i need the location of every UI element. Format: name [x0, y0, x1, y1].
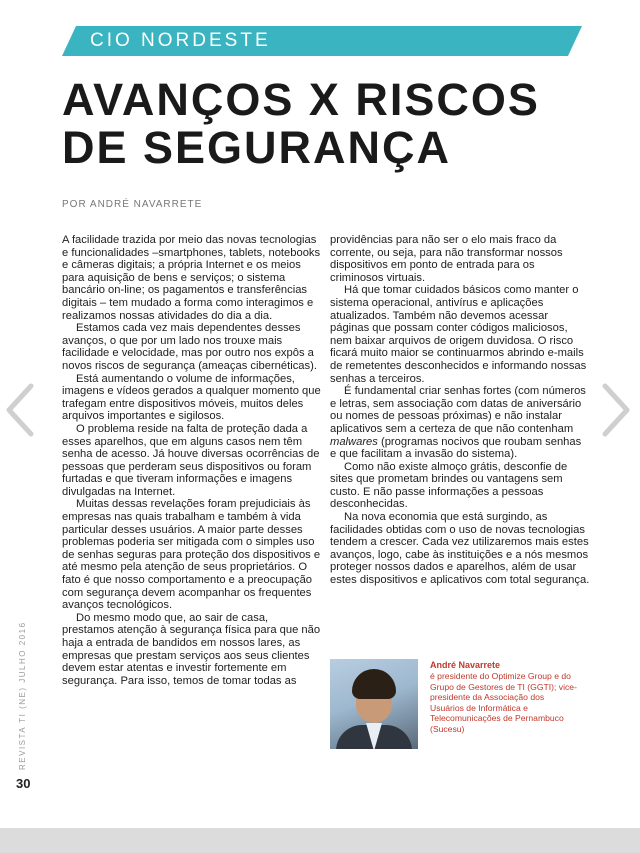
paragraph: Do mesmo modo que, ao sair de casa, prestamos atenção à segurança física para que não haja a entrada de bandidos em nossos lares, as empresas que prestam serviços aos seus clientes devem estar atentas e investir fortemente em segurança. Para isso, temos de tomar todas as	[62, 611, 321, 687]
paragraph-text: (programas nocivos que roubam senhas e que facilitam a invasão do sistema).	[330, 435, 582, 461]
author-bio: é presidente do Optimize Group e do Grupo de Gestores de TI (GGTI); vice-presidente da Associação dos Usuários de Informática e Telecomunicações de Pernambuco (Sucesu)	[430, 671, 577, 734]
section-label: CIO NORDESTE	[90, 30, 271, 51]
paragraph: O problema reside na falta de proteção dada a esses aparelhos, que em alguns casos nem têm senha de acesso. Já houve diversas ocorrências de pessoas que perderam seus dispositivos ou foram furtadas e que tiveram informações e imagens divulgadas na Internet.	[62, 422, 320, 498]
paragraph	[330, 385, 590, 461]
paragraph: A facilidade trazida por meio das novas tecnologias e funcionalidades –smartphones, tablets, notebooks e câmeras digitais; a própria Internet e os meios para aquisição de bens e serviços; o sistema bancário on-line; os pagamentos e transferências digitais – tem mudado a forma como interagimos e realizamos nossas atividades do dia a dia.	[62, 234, 321, 322]
viewer-bottom-bar	[0, 828, 640, 853]
article-column-left	[62, 234, 322, 687]
chevron-left-icon	[5, 382, 35, 438]
paragraph: Há que tomar cuidados básicos como manter o sistema operacional, antivírus e aplicações atualizados. Também não devemos acessar páginas que possam conter códigos maliciosos, nem baixar arquivos de origem duvidosa. O risco ficará muito maior se continuarmos abrindo e-mails de remetentes desconhecidos e informando nossas senhas a terceiros.	[330, 284, 587, 385]
emphasis-malwares: malwares	[330, 435, 378, 448]
paragraph: Na nova economia que está surgindo, as facilidades obtidas com o uso de novas tecnologias tendem a crescer. Cada vez utilizaremos mais estes avanços, logo, cabe às instituições e a nós mesmos proteger nossos dados e aparelhos, além de usar estes dispositivos e aplicativos com total segurança.	[330, 511, 590, 587]
paragraph: Estamos cada vez mais dependentes desses avanços, o que por um lado nos trouxe mais facilidade e velocidade, mas por outro nos expôs a novos riscos de segurança (ameaças cibernéticas).	[62, 322, 317, 372]
paragraph: Muitas dessas revelações foram prejudiciais às empresas nas quais trabalham e também à vida particular desses usuários. A maior parte desses problemas poderia ser mitigada com o simples uso de senhas seguras para proteção dos dispositivos e até mesmo pela atenção de seus proprietários. O fato é que nosso comportamento e a preocupação com segurança devem acompanhar os frequentes avanços tecnológicos.	[62, 498, 321, 612]
article-byline: POR ANDRÉ NAVARRETE	[62, 199, 203, 210]
magazine-issue-label: REVISTA TI (NE) JULHO 2016	[18, 621, 27, 770]
next-page-button[interactable]	[596, 380, 636, 440]
page-number: 30	[16, 776, 31, 791]
paragraph: Como não existe almoço grátis, desconfie de sites que prometam brindes ou vantagens sem custo. E não passe informações a pessoas desconhecidas.	[330, 460, 568, 511]
article-title-line2: DE SEGURANÇA	[62, 122, 452, 173]
paragraph: Está aumentando o volume de informações, imagens e vídeos gerados a qualquer momento que trafegam entre dispositivos móveis, muitos deles arquivos importantes e sigilosos.	[62, 372, 321, 423]
article-title-line1: AVANÇOS X RISCOS	[62, 74, 540, 125]
article-column-right	[330, 234, 590, 587]
paragraph: providências para não ser o elo mais fraco da corrente, ou seja, para não transformar nossos dispositivos em ponto de entrada para os criminosos virtuais.	[330, 234, 563, 284]
previous-page-button[interactable]	[0, 380, 40, 440]
author-name: André Navarrete	[430, 660, 501, 670]
paragraph-text: É fundamental criar senhas fortes (com números e letras, sem associação com datas de aniversário ou nomes de pessoas próximas) e não instalar aplicativos sem a certeza de que não contenham	[330, 385, 586, 435]
article-title	[62, 76, 622, 172]
chevron-right-icon	[601, 382, 631, 438]
author-photo	[330, 659, 418, 749]
